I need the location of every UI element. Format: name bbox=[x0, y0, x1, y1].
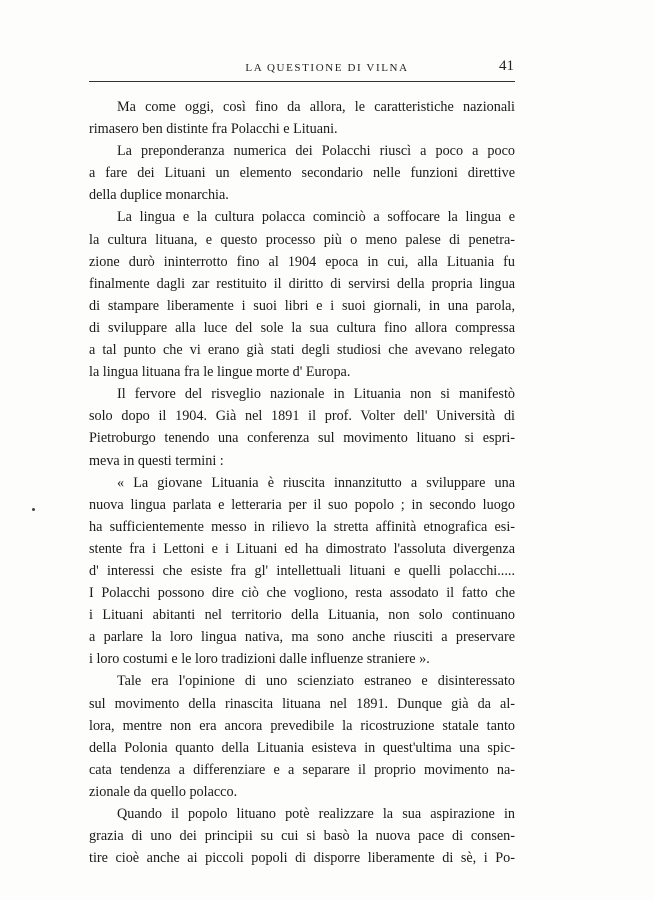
text-line: stente fra i Lettoni e i Lituani ed ha dimostrato l'assoluta divergenza bbox=[89, 540, 515, 557]
paragraph bbox=[89, 140, 515, 206]
running-title: LA QUESTIONE DI VILNA bbox=[245, 62, 409, 74]
text-line: « La giovane Lituania è riuscita innanzitutto a sviluppare una bbox=[117, 474, 515, 491]
text-line: grazia di uno dei principii su cui si basò la nuova pace di consen- bbox=[89, 828, 515, 845]
text-line: nuova lingua parlata e letteraria per il suo popolo ; in secondo luogo bbox=[89, 496, 515, 513]
paragraph bbox=[89, 206, 515, 383]
paragraph bbox=[89, 803, 515, 869]
text-line: Tale era l'opinione di uno scienziato estraneo e disinteressato bbox=[117, 673, 515, 690]
text-line: ha sufficientemente messo in rilievo la stretta affinità etnografica esi- bbox=[89, 518, 515, 535]
text-line: zionale da quello polacco. bbox=[89, 783, 238, 800]
text-line: solo dopo il 1904. Già nel 1891 il prof. Volter dell' Università di bbox=[89, 408, 515, 425]
text-line: a fare dei Lituani un elemento secondario nelle funzioni direttive bbox=[89, 165, 515, 182]
text-line: cata tendenza a differenziare e a separare il proprio movimento na- bbox=[89, 761, 515, 778]
text-line: Il fervore del risveglio nazionale in Lituania non si manifestò bbox=[117, 386, 515, 403]
paragraph bbox=[89, 670, 515, 803]
text-line: La lingua e la cultura polacca cominciò a soffocare la lingua e bbox=[117, 209, 515, 226]
text-line: la cultura lituana, e questo processo più o meno palese di penetra- bbox=[89, 231, 515, 248]
text-line: finalmente dagli zar restituito il diritto di servirsi della propria lingua bbox=[89, 275, 515, 292]
paragraph bbox=[89, 472, 515, 671]
text-line: la lingua lituana fra le lingue morte d' Europa. bbox=[89, 364, 351, 381]
text-line: I Polacchi possono dire ciò che vogliono, resta assodato il fatto che bbox=[89, 585, 515, 602]
text-line: Ma come oggi, così fino da allora, le caratteristiche nazionali bbox=[117, 99, 515, 115]
text-line: rimasero ben distinte fra Polacchi e Lituani. bbox=[89, 121, 338, 138]
text-line: di stampare liberamente i suoi libri e i suoi giornali, in una parola, bbox=[89, 297, 515, 314]
paragraph bbox=[89, 96, 515, 140]
page-number: 41 bbox=[499, 58, 514, 74]
paragraph bbox=[89, 383, 515, 471]
text-line: lora, mentre non era ancora prevedibile la ricostruzione statale tanto bbox=[89, 717, 515, 734]
print-speck bbox=[32, 508, 35, 511]
text-line: i Lituani abitanti nel territorio della Lituania, non solo continuano bbox=[89, 607, 515, 624]
text-line: della Polonia quanto della Lituania esisteva in quest'ultima una spic- bbox=[89, 739, 515, 756]
text-line: di sviluppare alla luce del sole la sua cultura fino allora compressa bbox=[89, 319, 515, 336]
body-text bbox=[89, 96, 515, 869]
text-line: a parlare la loro lingua nativa, ma sono anche riusciti a preservare bbox=[89, 629, 515, 646]
text-line: Quando il popolo lituano potè realizzare la sua aspirazione in bbox=[117, 806, 515, 822]
text-line: d' interessi che esiste fra gl' intellettuali lituani e quelli polacchi..... bbox=[89, 562, 515, 579]
text-line: della duplice monarchia. bbox=[89, 187, 229, 204]
header-rule bbox=[89, 81, 515, 82]
text-line: a tal punto che vi erano già stati degli studiosi che avevano relegato bbox=[89, 342, 515, 359]
text-line: Pietroburgo tenendo una conferenza sul movimento lituano si espri- bbox=[89, 430, 515, 447]
text-line: La preponderanza numerica dei Polacchi riuscì a poco a poco bbox=[117, 143, 515, 160]
text-line: zione durò ininterrotto fino al 1904 epoca in cui, alla Lituania fu bbox=[89, 253, 515, 270]
text-line: tire cioè anche ai piccoli popoli di disporre liberamente di sè, i Po- bbox=[89, 850, 515, 867]
text-line: meva in questi termini : bbox=[89, 452, 224, 469]
text-line: sul movimento della rinascita lituana nel 1891. Dunque già da al- bbox=[89, 695, 515, 712]
text-line: i loro costumi e le loro tradizioni dalle influenze straniere ». bbox=[89, 651, 430, 668]
